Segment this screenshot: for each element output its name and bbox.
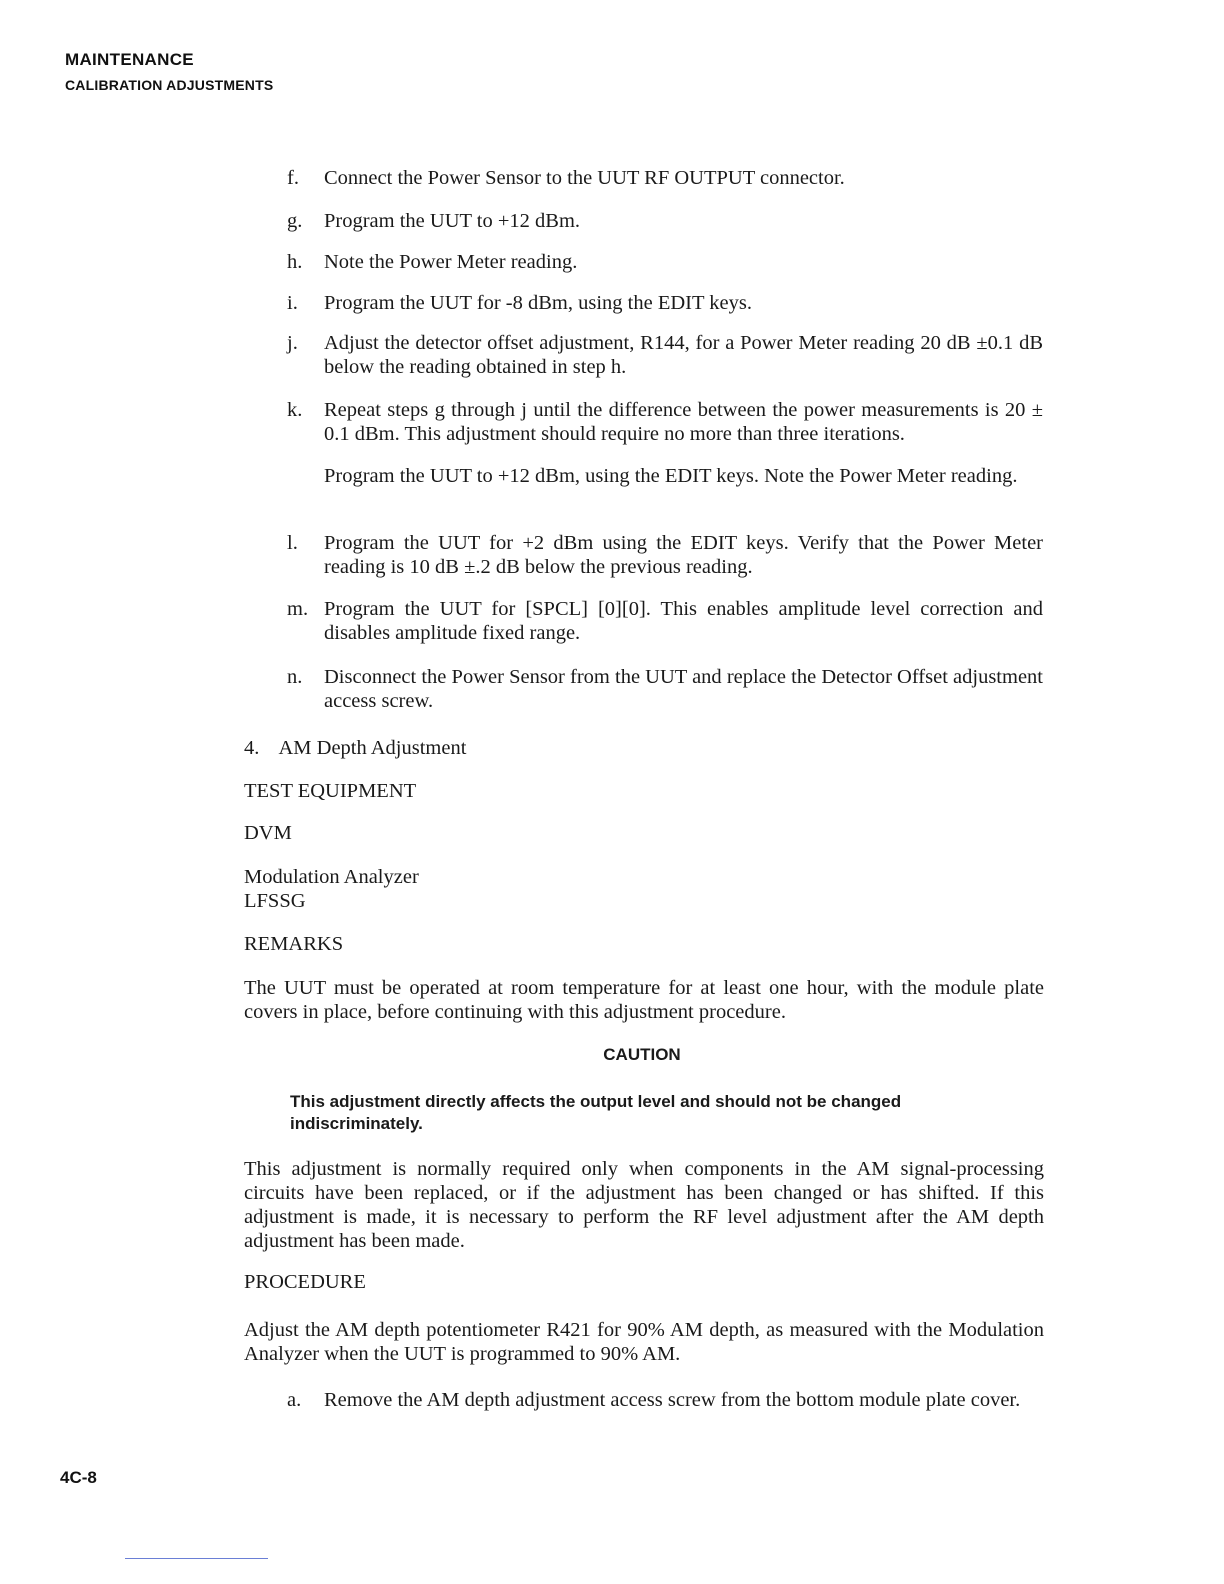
step-text: Connect the Power Sensor to the UUT RF OUTPUT connector.: [324, 167, 845, 189]
step-text: Program the UUT for -8 dBm, using the EDIT keys.: [324, 292, 752, 314]
section-header: MAINTENANCE: [65, 50, 194, 69]
procedure-heading: PROCEDURE: [244, 1271, 366, 1293]
procedure-intro: Adjust the AM depth potentiometer R421 for 90% AM depth, as measured with the Modulation Analyzer when the UUT is programmed to 90% AM.: [244, 1319, 1044, 1365]
step-text: Remove the AM depth adjustment access screw from the bottom module plate cover.: [324, 1389, 1021, 1411]
step-label: g.: [287, 210, 303, 232]
step-label: j.: [287, 332, 298, 354]
step-k: [287, 398, 1043, 488]
step-label: a.: [287, 1389, 302, 1411]
step-text: Program the UUT for [SPCL] [0][0]. This enables amplitude level correction and disables amplitude fixed range.: [324, 598, 1043, 644]
step-m: [287, 597, 1043, 645]
step-l: [287, 531, 1043, 579]
footer-rule: [125, 1558, 268, 1559]
step-label: n.: [287, 666, 303, 688]
step-label: k.: [287, 399, 303, 421]
step-n: [287, 665, 1043, 713]
section-4-heading: [244, 736, 1044, 760]
step-text: Repeat steps g through j until the difference between the power measurements is 20 ± 0.1 dBm. This adjustment should require no more than three iterations.: [324, 399, 1043, 445]
step-label: m.: [287, 598, 309, 620]
step-text: Adjust the detector offset adjustment, R144, for a Power Meter reading 20 dB ±0.1 dB below the reading obtained in step h.: [324, 332, 1043, 378]
step-text: Note the Power Meter reading.: [324, 251, 578, 273]
section-title: AM Depth Adjustment: [278, 737, 467, 759]
step-h: [287, 250, 1043, 274]
step-text: Program the UUT for +2 dBm using the EDIT keys. Verify that the Power Meter reading is 10 dB ±.2 dB below the previous reading.: [324, 532, 1043, 578]
test-equipment-heading: TEST EQUIPMENT: [244, 780, 417, 802]
caution-text: This adjustment directly affects the output level and should not be changed indiscriminately.: [290, 1092, 902, 1133]
step-j: [287, 331, 1043, 379]
step-label: h.: [287, 251, 303, 273]
step-text: Disconnect the Power Sensor from the UUT and replace the Detector Offset adjustment access screw.: [324, 666, 1043, 712]
step-i: [287, 291, 1043, 315]
step-f: [287, 166, 1043, 190]
page-number: 4C-8: [60, 1468, 97, 1487]
step-g: [287, 209, 1043, 233]
note-paragraph: This adjustment is normally required only when components in the AM signal-processing circuits have been replaced, or if the adjustment has been changed or has shifted. If this adjustment is made, it is necessary to perform the RF level adjustment after the AM depth adjustment has been made.: [244, 1158, 1044, 1252]
equipment-item: LFSSG: [244, 890, 306, 912]
equipment-item: Modulation Analyzer: [244, 866, 419, 888]
equipment-item: DVM: [244, 822, 292, 844]
step-text: Program the UUT to +12 dBm.: [324, 210, 581, 232]
procedure-step-a: [287, 1388, 1043, 1412]
remarks-text: The UUT must be operated at room temperature for at least one hour, with the module plate covers in place, before continuing with this adjustment procedure.: [244, 977, 1044, 1023]
step-label: f.: [287, 167, 299, 189]
step-label: i.: [287, 292, 298, 314]
subsection-header: CALIBRATION ADJUSTMENTS: [65, 77, 274, 93]
section-number: 4.: [244, 737, 260, 759]
step-text-continued: Program the UUT to +12 dBm, using the EDIT keys. Note the Power Meter reading.: [324, 465, 1018, 487]
step-label: l.: [287, 532, 298, 554]
remarks-heading: REMARKS: [244, 933, 344, 955]
caution-title: CAUTION: [603, 1045, 681, 1064]
